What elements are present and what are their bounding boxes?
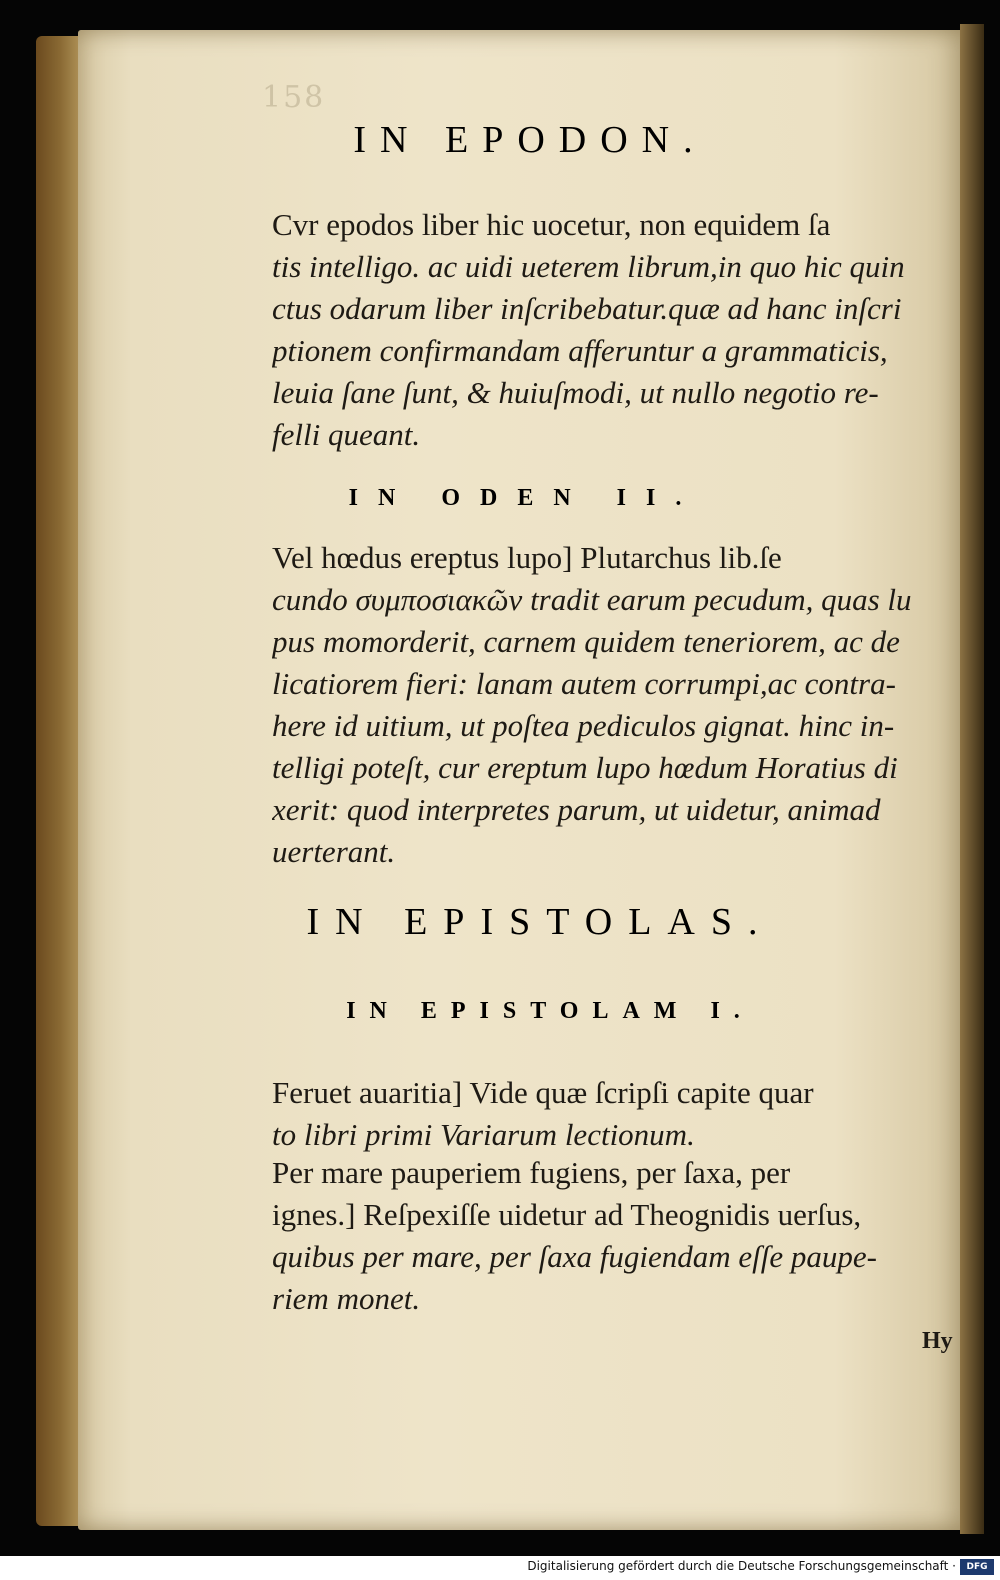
text-line: ignes.] Reſpexiſſe uidetur ad Theognidis uerſus, — [272, 1197, 862, 1232]
digitization-footer — [0, 1556, 1000, 1580]
paragraph-epistolam-b — [272, 1152, 958, 1320]
text-line: felli queant. — [272, 417, 421, 452]
text-line: tis intelligo. ac uidi ueterem librum,in quo hic quin — [272, 249, 905, 284]
text-line: cundo συμποσιακῶν tradit earum pecudum, quas lu — [272, 582, 912, 617]
text-line: Feruet auaritia] Vide quæ ſcripſi capite quar — [272, 1075, 814, 1110]
dfg-logo-icon: DFG — [960, 1559, 994, 1575]
text-line: licatiorem fieri: lanam autem corrumpi,ac contra- — [272, 666, 896, 701]
faint-page-number: 158 — [262, 80, 326, 115]
footer-credit: Digitalisierung gefördert durch die Deutsche Forschungsgemeinschaft · — [527, 1559, 956, 1573]
heading-in-epodon: IN EPODON. — [353, 119, 707, 161]
text-line: telligi poteſt, cur ereptum lupo hœdum Horatius di — [272, 750, 898, 785]
text-line: here id uitium, ut poſtea pediculos gignat. hinc in- — [272, 708, 895, 743]
heading-in-epistolam: IN EPISTOLAM I. — [346, 998, 754, 1024]
text-line: leuia ſane ſunt, & huiuſmodi, ut nullo negotio re- — [272, 375, 879, 410]
text-line: Vel hœdus ereptus lupo] Plutarchus lib.ſe — [272, 540, 782, 575]
text-line: to libri primi Variarum lectionum. — [272, 1117, 695, 1152]
text-line: xerit: quod interpretes parum, ut uidetur, animad — [272, 792, 881, 827]
text-line: ptionem confirmandam afferuntur a grammaticis, — [272, 333, 888, 368]
text-line: Cvr epodos liber hic uocetur, non equidem ſa — [272, 207, 831, 242]
text-line: quibus per mare, per ſaxa fugiendam eſſe paupe- — [272, 1239, 877, 1274]
book-gutter-right — [960, 24, 984, 1534]
paragraph-epistolam-a — [272, 1072, 958, 1156]
paragraph-oden — [272, 537, 958, 873]
heading-in-oden: IN ODEN II. — [348, 485, 702, 511]
text-line: riem monet. — [272, 1281, 421, 1316]
text-line: Per mare pauperiem fugiens, per ſaxa, per — [272, 1155, 791, 1190]
text-line: ctus odarum liber inſcribebatur.quæ ad hanc inſcri — [272, 291, 902, 326]
catchword: Hy — [922, 1328, 953, 1354]
paragraph-epodon — [272, 204, 958, 456]
text-line: uerterant. — [272, 834, 396, 869]
text-line: pus momorderit, carnem quidem teneriorem, ac de — [272, 624, 900, 659]
heading-in-epistolas: IN EPISTOLAS. — [306, 901, 774, 943]
